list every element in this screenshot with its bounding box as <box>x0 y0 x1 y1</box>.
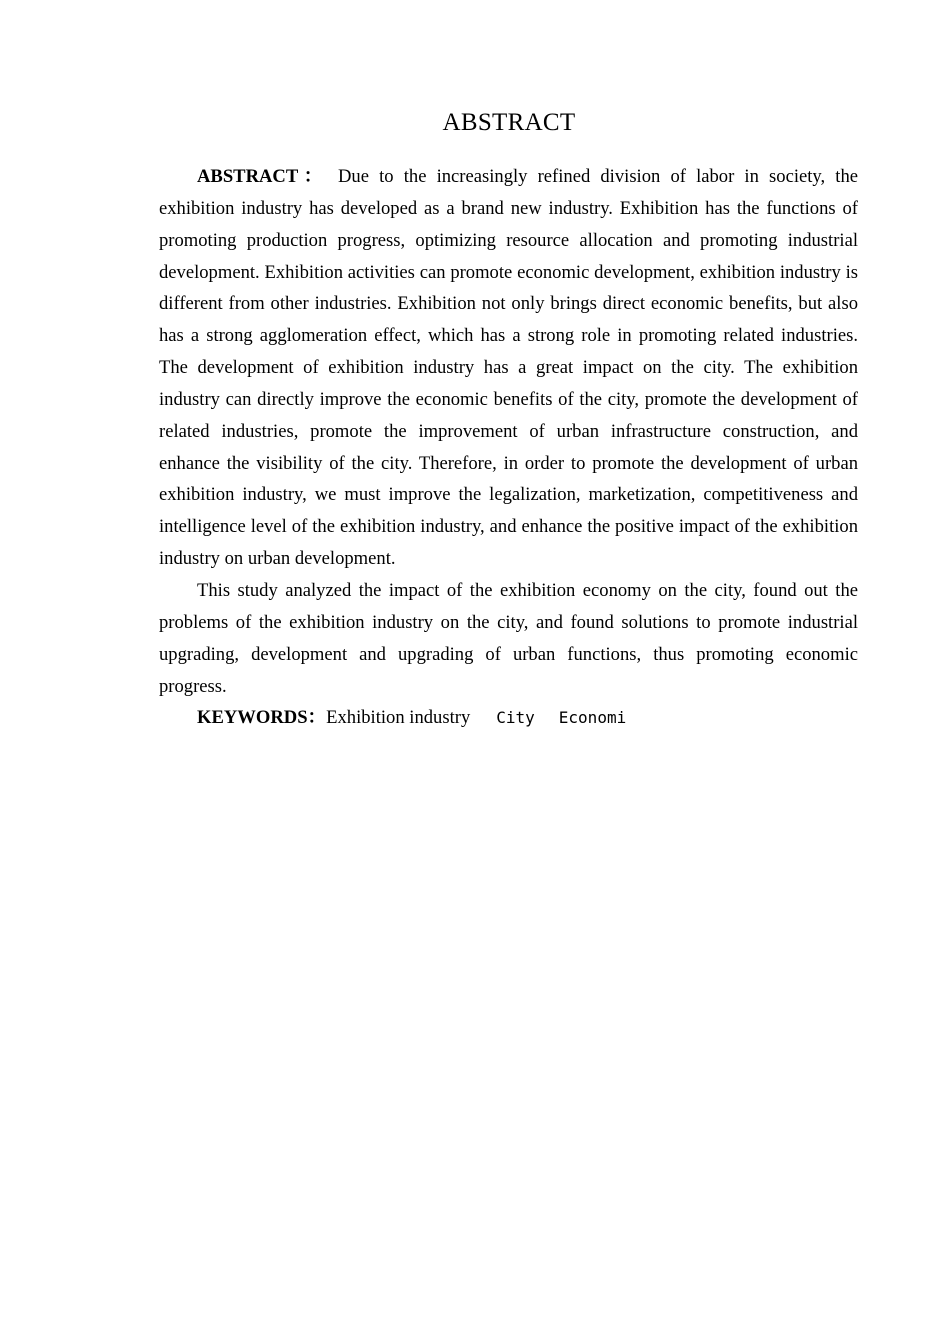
keywords-label: KEYWORDS： <box>197 707 327 729</box>
keyword-1: Exhibition industry <box>326 707 471 729</box>
keywords-line <box>159 702 858 734</box>
abstract-paragraph-1-text: Due to the increasingly refined division of labor in society, the exhibition industry has developed as a brand new industry. Exhibition has the functions of promoting production progress, optimizing resource allocation and promoting industrial development. Exhibition activities can promote economic development, exhibition industry is different from other industries. Exhibition not only brings direct economic benefits, but also has a strong agglomeration effect, which has a strong role in promoting related industries. The development of exhibition industry has a great impact on the city. The exhibition industry can directly improve the economic benefits of the city, promote the development of related industries, promote the improvement of urban infrastructure construction, and enhance the visibility of the city. Therefore, in order to promote the development of urban exhibition industry, we must improve the legalization, marketization, competitiveness and intelligence level of the exhibition industry, and enhance the positive impact of the exhibition industry on urban development. <box>159 166 859 570</box>
abstract-heading: ABSTRACT <box>442 109 576 136</box>
abstract-body <box>159 161 858 734</box>
abstract-label: ABSTRACT： <box>197 166 328 187</box>
abstract-paragraph-2: This study analyzed the impact of the exhibition economy on the city, found out the problems of the exhibition industry on the city, and found solutions to promote industrial upgrading, development and upgrading of urban functions, thus promoting economic progress. <box>159 579 858 697</box>
abstract-paragraph-1 <box>159 161 858 575</box>
keyword-3: Economi <box>558 708 627 728</box>
keyword-2: City <box>496 708 535 728</box>
